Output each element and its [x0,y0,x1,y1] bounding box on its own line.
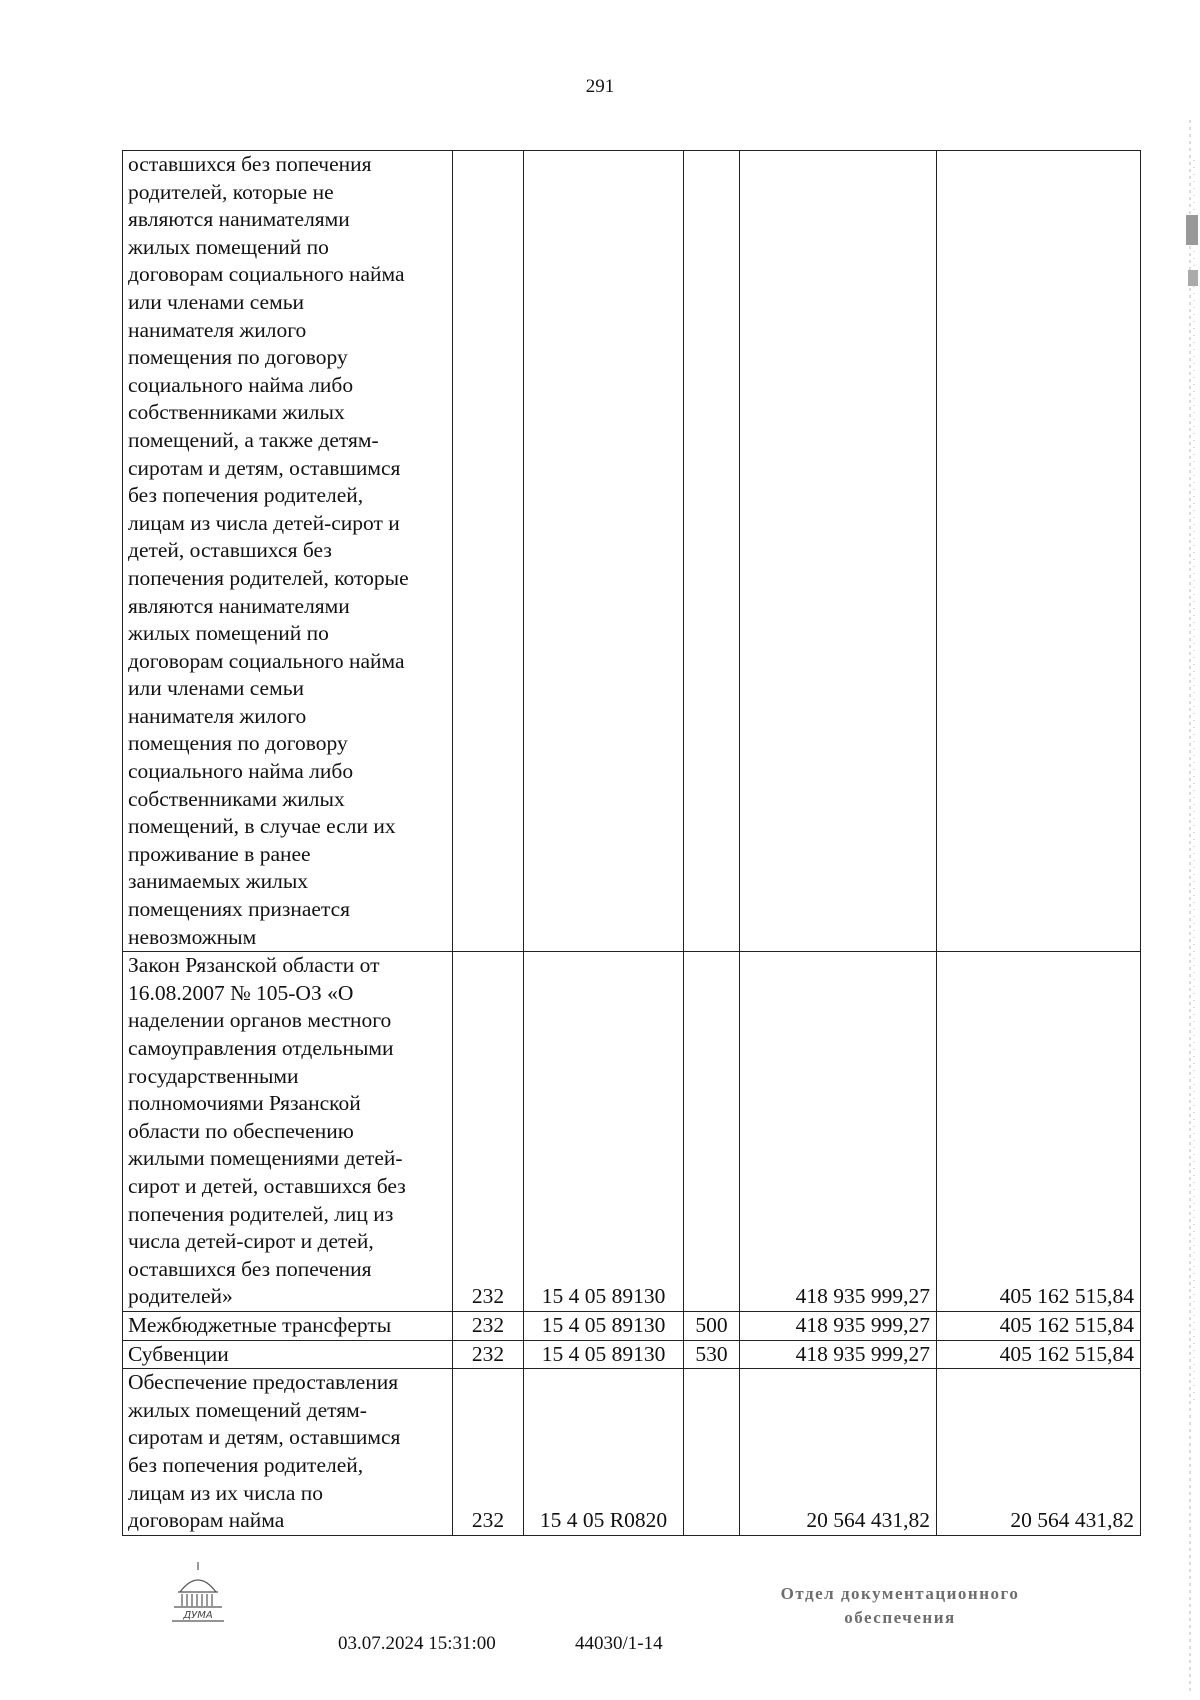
row-sum-1 [740,151,937,952]
row-sum-1: 418 935 999,27 [740,952,937,1312]
row-gr: 232 [453,1311,524,1340]
row-sum-2: 20 564 431,82 [937,1369,1141,1536]
table-row [123,952,1141,1312]
row-sum-1: 20 564 431,82 [740,1369,937,1536]
stamp-line-1: Отдел документационного [780,1584,1020,1603]
row-vr: 530 [684,1340,740,1369]
row-gr [453,151,524,952]
row-name: оставшихся без попечения родителей, которые не являются нанимателями жилых помещений по договорам социального найма или членами семьи нанимателя жилого помещения по договору социального найма либо собственниками жилых помещений, а также детям- сиротам и детям, оставшимся без попечения родителей, лицам из числа детей-сирот и детей, оставшихся без попечения родителей, которые являются нанимателями жилых помещений по договорам социального найма или членами семьи нанимателя жилого помещения по договору социального найма либо собственниками жилых помещений, в случае если их проживание в ранее занимаемых жилых помещениях признается невозможным [123,151,453,952]
row-sum-2 [937,151,1141,952]
row-vr [684,151,740,952]
row-vr [684,952,740,1312]
row-sum-2: 405 162 515,84 [937,1311,1141,1340]
row-gr: 232 [453,1369,524,1536]
row-csr: 15 4 05 89130 [524,952,684,1312]
duma-logo-icon [168,1560,228,1624]
row-sum-2: 405 162 515,84 [937,952,1141,1312]
row-csr: 15 4 05 89130 [524,1340,684,1369]
page-number: 291 [585,76,615,97]
budget-table [122,150,1141,1536]
logo-text: ДУМА [183,1610,213,1621]
table-row [123,1340,1141,1369]
row-csr [524,151,684,952]
table-row [123,1311,1141,1340]
row-name: Закон Рязанской области от 16.08.2007 № 105-ОЗ «О наделении органов местного самоуправления отдельными государственными полномочиями Рязанской области по обеспечению жилыми помещениями детей- сирот и детей, оставшихся без попечения родителей, лиц из числа детей-сирот и детей, оставшихся без попечения родителей» [123,952,453,1312]
row-vr: 500 [684,1311,740,1340]
footer-date: 03.07.2024 15:31:00 [338,1633,496,1654]
footer-doc-number: 44030/1-14 [575,1633,663,1654]
stamp-line-2: обеспечения [844,1608,956,1627]
row-gr: 232 [453,1340,524,1369]
department-stamp [760,1582,1040,1630]
row-gr: 232 [453,952,524,1312]
row-sum-1: 418 935 999,27 [740,1311,937,1340]
row-vr [684,1369,740,1536]
scan-edge-artifact [1182,0,1200,1695]
row-name: Межбюджетные трансферты [123,1311,453,1340]
row-name: Субвенции [123,1340,453,1369]
table-row [123,1369,1141,1536]
table-row [123,151,1141,952]
row-sum-2: 405 162 515,84 [937,1340,1141,1369]
row-csr: 15 4 05 89130 [524,1311,684,1340]
row-sum-1: 418 935 999,27 [740,1340,937,1369]
row-name: Обеспечение предоставления жилых помещений детям- сиротам и детям, оставшимся без попечения родителей, лицам из их числа по договорам найма [123,1369,453,1536]
row-csr: 15 4 05 R0820 [524,1369,684,1536]
